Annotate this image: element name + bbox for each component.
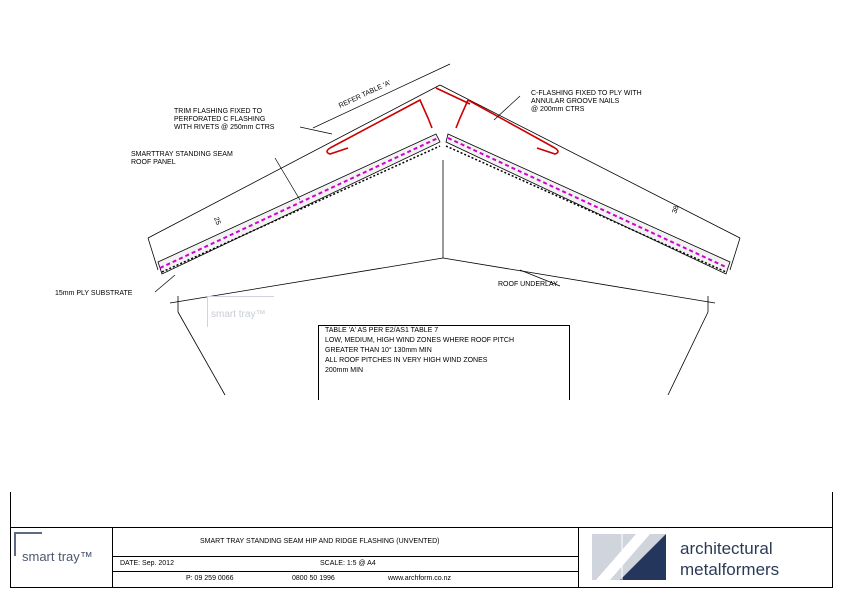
trim-flashing-label-1: TRIM FLASHING FIXED TO (174, 108, 263, 115)
table-a (318, 325, 570, 400)
dimension-right: 38 (671, 204, 681, 215)
phone-number: P: 09 259 0066 (186, 575, 234, 582)
c-flashing-label-3: @ 200mm CTRS (531, 106, 585, 113)
watermark-text: smart tray™ (211, 309, 266, 320)
drawing-date: DATE: Sep. 2012 (120, 560, 174, 567)
divider (10, 492, 11, 588)
c-flashing-label-2: ANNULAR GROOVE NAILS (531, 98, 620, 105)
divider (10, 527, 833, 528)
divider (112, 527, 113, 587)
divider (578, 527, 579, 587)
smarttray-logo (12, 530, 110, 580)
company-name-line-2: metalformers (680, 560, 780, 579)
roof-panel-right (446, 134, 730, 274)
company-name (680, 538, 779, 580)
am-logo-graphic (592, 534, 666, 580)
refer-table-label: REFER TABLE 'A' (337, 79, 393, 110)
company-name-line-1: architectural (680, 539, 773, 558)
logo-text: smart tray™ (22, 549, 93, 564)
table-a-line: 200mm MIN (325, 367, 364, 374)
roof-panel-label-1: SMARTTRAY STANDING SEAM (131, 151, 233, 158)
divider (10, 587, 833, 588)
trim-flashing-label-2: PERFORATED C FLASHING (174, 116, 266, 123)
architectural-metalformers-logo-mark (592, 534, 666, 580)
divider (112, 571, 578, 572)
drawing-title: SMART TRAY STANDING SEAM HIP AND RIDGE FLASHING (UNVENTED) (200, 538, 440, 545)
divider (832, 492, 833, 588)
smarttray-watermark (207, 296, 274, 327)
table-a-line: GREATER THAN 10° 130mm MIN (325, 347, 432, 354)
trim-flashing-label-3: WITH RIVETS @ 250mm CTRS (174, 124, 275, 131)
roof-panel-label-2: ROOF PANEL (131, 159, 176, 166)
drawing-scale: SCALE: 1:5 @ A4 (320, 560, 376, 567)
table-a-line: TABLE 'A' AS PER E2/AS1 TABLE 7 (325, 327, 439, 334)
c-flashing-label-1: C-FLASHING FIXED TO PLY WITH (531, 90, 642, 97)
divider (112, 556, 578, 557)
table-a-line: LOW, MEDIUM, HIGH WIND ZONES WHERE ROOF PITCH (325, 337, 514, 344)
table-a-line: ALL ROOF PITCHES IN VERY HIGH WIND ZONES (325, 357, 488, 364)
freephone-number: 0800 50 1996 (292, 575, 335, 582)
roof-underlay-label: ROOF UNDERLAY (498, 281, 558, 288)
website: www.archform.co.nz (388, 575, 452, 582)
dimension-left: 25 (212, 216, 222, 227)
ply-substrate-label: 15mm PLY SUBSTRATE (55, 290, 133, 297)
